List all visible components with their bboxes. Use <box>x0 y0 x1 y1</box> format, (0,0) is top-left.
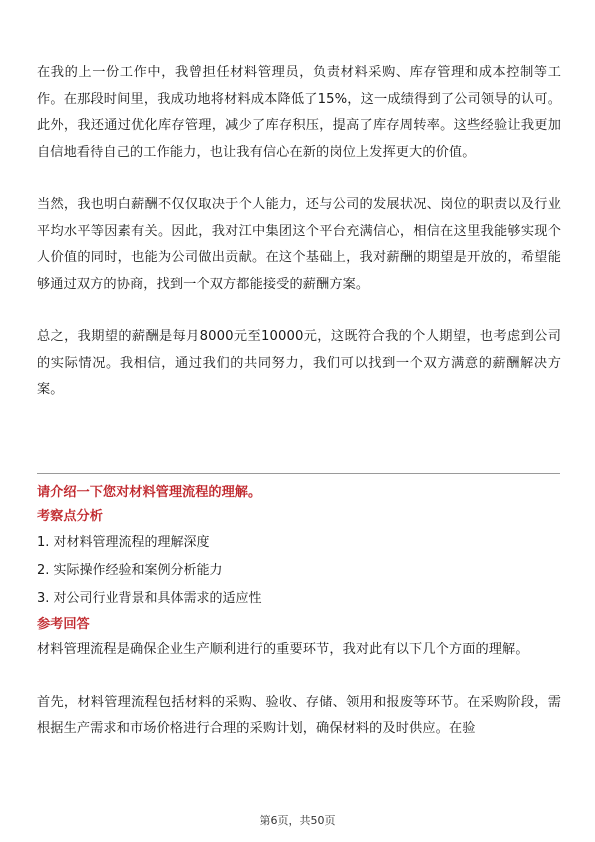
list-item: 1. 对材料管理流程的理解深度 <box>37 535 210 550</box>
paragraph-gap <box>37 664 561 690</box>
list-item: 2. 实际操作经验和案例分析能力 <box>37 563 223 578</box>
answer-paragraph-intro: 材料管理流程是确保企业生产顺利进行的重要环节，我对此有以下几个方面的理解。 <box>37 642 529 657</box>
paragraph-salary-factors: 当然，我也明白薪酬不仅仅取决于个人能力，还与公司的发展状况、岗位的职责以及行业平均水平等因素有关。因此，我对江中集团这个平台充满信心，相信在这里我能够实现个人价值的同时，也能为公司做出贡献。在这个基础上，我对薪酬的期望是开放的，希望能够通过双方的协商，找到一个双方都能接受的薪酬方案。 <box>37 197 561 292</box>
answer-paragraph-first: 首先，材料管理流程包括材料的采购、验收、存储、领用和报废等环节。在采购阶段，需根据生产需求和市场价格进行合理的采购计划，确保材料的及时供应。在验 <box>37 694 561 736</box>
list-item: 3. 对公司行业背景和具体需求的适应性 <box>37 591 262 606</box>
section-divider <box>37 473 560 474</box>
analysis-list <box>37 529 561 613</box>
answer-block <box>37 613 561 743</box>
paragraph-salary-conclusion: 总之，我期望的薪酬是每月8000元至10000元，这既符合我的个人期望，也考虑到公司的实际情况。我相信，通过我们的共同努力，我们可以找到一个双方满意的薪酬解决方案。 <box>37 329 561 397</box>
paragraph-gap <box>37 166 561 192</box>
body-text-top <box>37 60 561 404</box>
analysis-heading: 考察点分析 <box>37 509 103 524</box>
answer-heading: 参考回答 <box>37 617 90 632</box>
question-heading: 请介绍一下您对材料管理流程的理解。 <box>37 485 262 500</box>
paragraph-gap <box>37 298 561 324</box>
question-section <box>37 481 561 743</box>
page-number-footer: 第6页，共50页 <box>259 814 336 827</box>
paragraph-previous-experience: 在我的上一份工作中，我曾担任材料管理员，负责材料采购、库存管理和成本控制等工作。在那段时间里，我成功地将材料成本降低了15%，这一成绩得到了公司领导的认可。此外，我还通过优化库存管理，减少了库存积压，提高了库存周转率。这些经验让我更加自信地看待自己的工作能力，也让我有信心在新的岗位上发挥更大的价值。 <box>37 65 561 160</box>
